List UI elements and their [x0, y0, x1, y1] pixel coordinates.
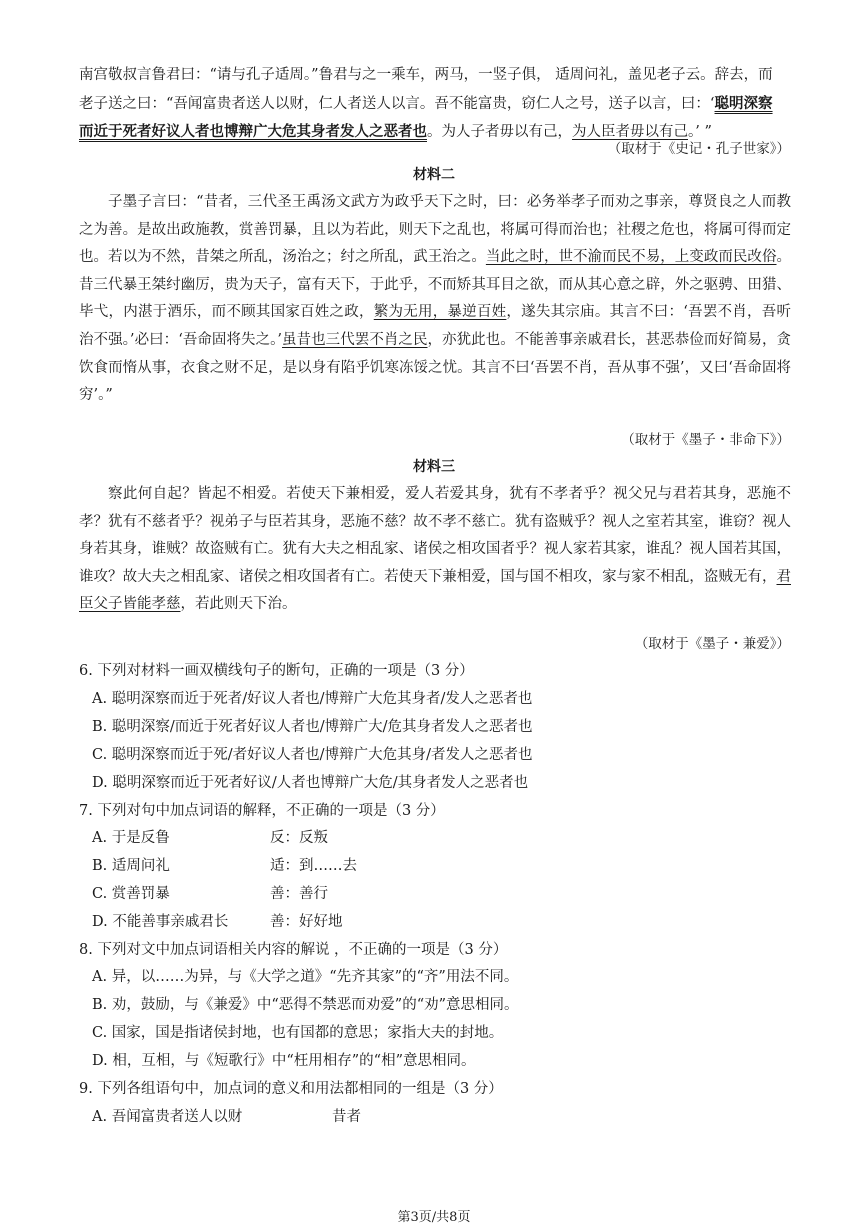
material-one-citation: （取材于《史记・孔子世家》） [607, 141, 790, 157]
material-two-title: 材料二 [413, 167, 455, 183]
underlined-sentence-2: 繁为无用，暴逆百姓 [373, 304, 507, 321]
material-three-citation: （取材于《墨子・兼爱》） [634, 636, 790, 652]
question-7-option-d-explanation: 善：好好地 [270, 914, 343, 930]
material-one-line-2: 老子送之曰：“吾闻富贵者送人以财，仁人者送人以言。吾不能富贵，窃仁人之号，送子以言，曰：‘聪明深察 [79, 94, 773, 112]
underlined-sentence: 君臣父子皆能孝慈 [79, 568, 791, 613]
underlined-sentence-1: 当此之时，世不渝而民不易，上变政而民改俗 [485, 249, 777, 266]
question-7-option-d: D. 不能善事亲戚君长 [92, 914, 229, 930]
question-8-option-b: B. 劝，鼓励，与《兼爱》中“恶得不禁恶而劝爱”的“劝”意思相同。 [92, 997, 519, 1013]
question-7-option-c: C. 赏善罚暴 [92, 886, 170, 902]
question-7-option-c-explanation: 善：善行 [270, 886, 328, 902]
underlined-sentence-3: 虽昔也三代罢不肖之民 [282, 331, 428, 348]
question-6-option-c: C. 聪明深察而近于死/者好议人者也/博辩广大危其身/者发人之恶者也 [92, 747, 533, 763]
question-9-stem: 9. 下列各组语句中，加点词的意义和用法都相同的一组是（3 分） [79, 1081, 503, 1097]
material-one-line-1: 南宫敬叔言鲁君曰：“请与孔子适周。”鲁君与之一乘车，两马，一竖子俱， 适周问礼，盖见老子云。辞去，而 [79, 67, 773, 83]
question-6-option-b: B. 聪明深察/而近于死者好议人者也/博辩广大/危其身者发人之恶者也 [92, 719, 533, 735]
material-two-passage: 子墨子言曰：“昔者，三代圣王禹汤文武方为政乎天下之时，曰：必务举孝子而劝之事亲，尊贤良之人而教之为善。是故出政施教，赏善罚暴，且以为若此，则天下之乱也，将属可得而治也；社稷之危也，将属可得而定也。若以为不然，昔桀之所乱，汤治之；纣之所乱，武王治之。当此之时，世不渝而民不易，上变政而民改俗。昔三代暴王桀纣幽厉，贵为天子，富有天下，于此乎，不而矫其耳目之欲，而从其心意之辟，外之驱骋、田猎、毕弋，内湛于酒乐，而不顾其国家百姓之政，繁为无用，暴逆百姓，遂失其宗庙。其言不曰：‘吾罢不肖，吾听治不强。’必曰：‘吾命固将失之。’虽昔也三代罢不肖之民，亦犹此也。不能善事亲戚君长，甚恶恭俭而好简易，贪饮食而惰从事，衣食之财不足，是以身有陷乎饥寒冻馁之忧。其言不曰‘吾罢不肖，吾从事不强’，又曰‘吾命固将穷’。” [79, 194, 792, 404]
question-9-option-a-pair: 昔者 [332, 1109, 361, 1125]
question-8-option-c: C. 国家，国是指诸侯封地，也有国都的意思；家指大夫的封地。 [92, 1025, 504, 1041]
material-three-passage: 察此何自起？皆起不相爱。若使天下兼相爱，爱人若爱其身，犹有不孝者乎？视父兄与君若其身，恶施不孝？犹有不慈者乎？视弟子与臣若其身，恶施不慈？故不孝不慈亡。犹有盗贼乎？视人之室若其室，谁窃？视人身若其身，谁贼？故盗贼有亡。犹有大夫之相乱家、诸侯之相攻国者乎？视人家若其家，谁乱？视人国若其国，谁攻？故大夫之相乱家、诸侯之相攻国者有亡。若使天下兼相爱，国与国不相攻，家与家不相乱，盗贼无有，君臣父子皆能孝慈，若此则天下治。 [79, 486, 791, 613]
question-9-option-a: A. 吾闻富贵者送人以财 [92, 1109, 243, 1125]
underlined-phrase: 为人臣者毋以有己 [572, 124, 688, 141]
double-underlined-sentence-a: 聪明深察 [714, 94, 773, 112]
double-underlined-sentence-b: 而近于死者好议人者也博辩广大危其身者发人之恶者也 [79, 123, 427, 141]
question-6-option-a: A. 聪明深察而近于死者/好议人者也/博辩广大危其身者/发人之恶者也 [92, 691, 533, 707]
page-number: 第3页/共8页 [397, 1210, 471, 1225]
material-two-citation: （取材于《墨子・非命下》） [621, 432, 790, 448]
question-7-option-b-explanation: 适：到……去 [270, 858, 357, 874]
material-three-title: 材料三 [413, 459, 455, 475]
question-8-option-d: D. 相，互相，与《短歌行》中“枉用相存”的“相”意思相同。 [92, 1053, 476, 1069]
question-7-option-b: B. 适周问礼 [92, 858, 170, 874]
question-6-stem: 6. 下列对材料一画双横线句子的断句，正确的一项是（3 分） [79, 663, 474, 679]
question-7-option-a: A. 于是反鲁 [92, 830, 170, 846]
material-one-passage [79, 62, 791, 147]
material-one-line-3: 而近于死者好议人者也博辩广大危其身者发人之恶者也。为人子者毋以有己，为人臣者毋以有己。’ ” [79, 123, 712, 141]
question-8-option-a: A. 异，以……为异，与《大学之道》“先齐其家”的“齐”用法不同。 [92, 969, 519, 985]
question-6-option-d: D. 聪明深察而近于死者好议/人者也博辩广大危/其身者发人之恶者也 [92, 775, 529, 791]
question-8-stem: 8. 下列对文中加点词语相关内容的解说 ，不正确的一项是（3 分） [79, 942, 508, 958]
question-7-option-a-explanation: 反：反叛 [270, 830, 328, 846]
question-7-stem: 7. 下列对句中加点词语的解释，不正确的一项是（3 分） [79, 803, 445, 819]
